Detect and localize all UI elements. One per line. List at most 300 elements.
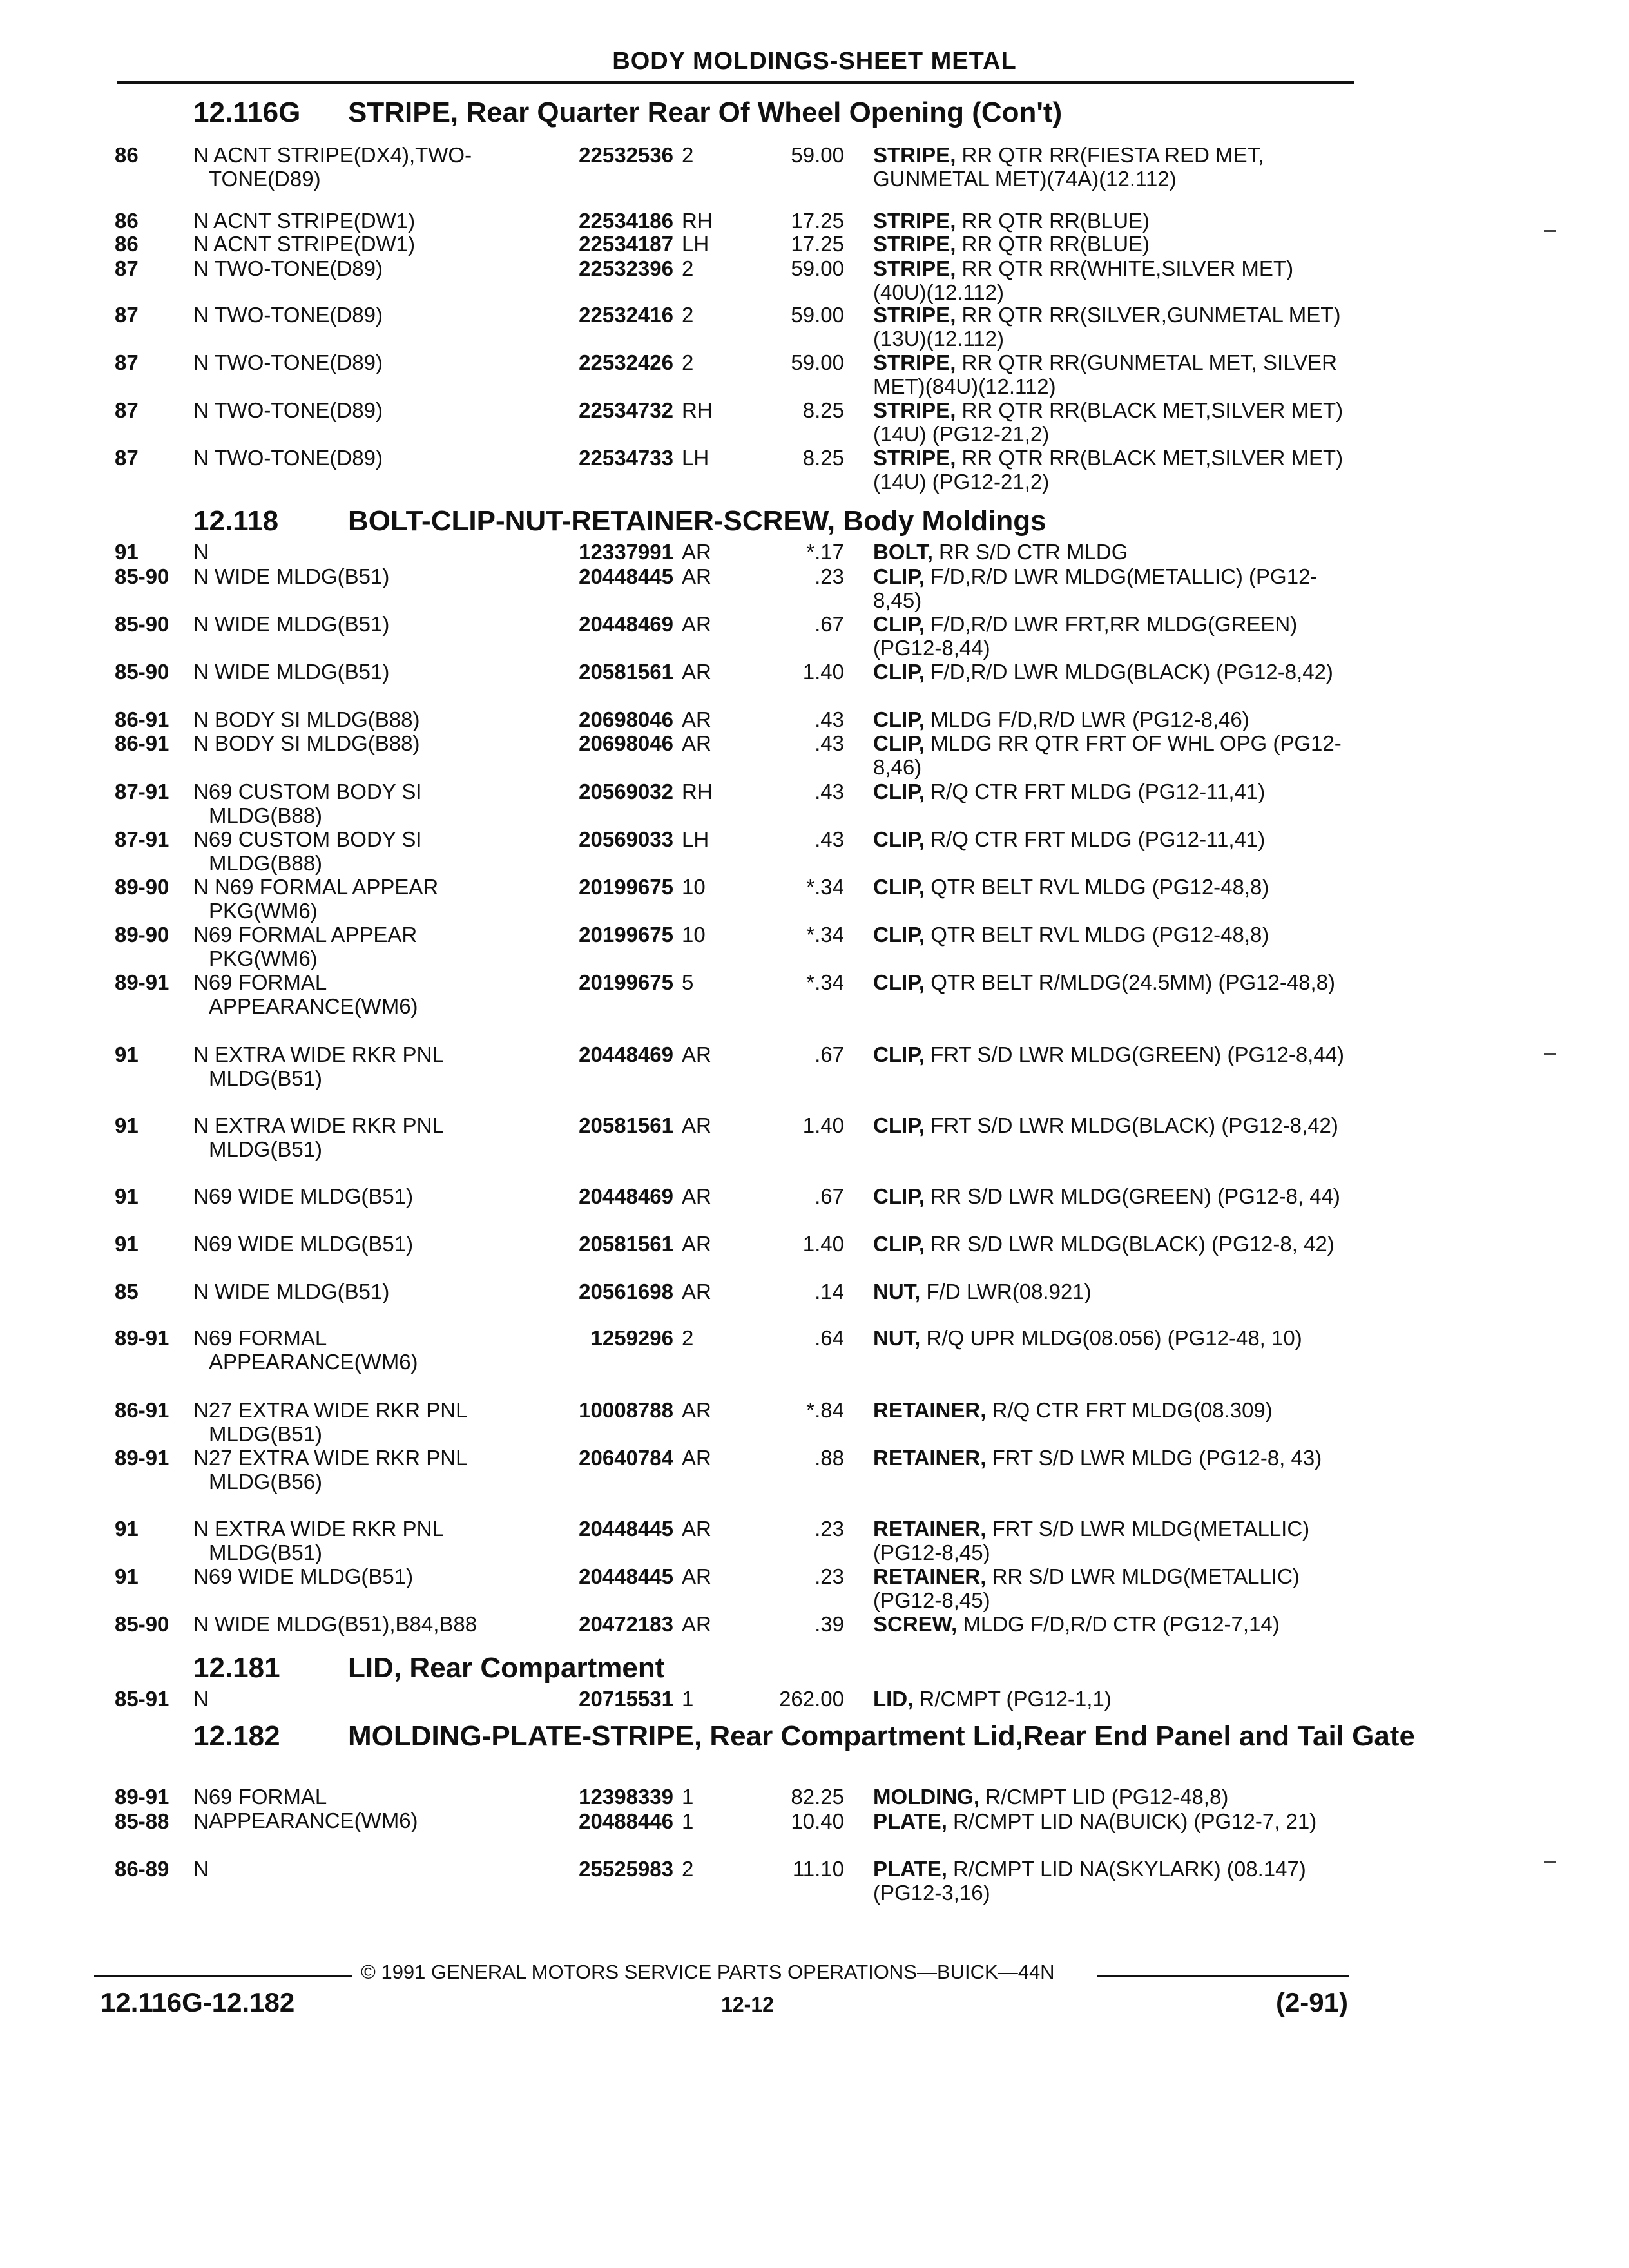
part-number: 20488446 [579, 1809, 673, 1833]
part-detail: RR S/D CTR MLDG [932, 540, 1128, 564]
model-year: 91 [115, 1564, 139, 1588]
model-year: 85 [115, 1280, 139, 1303]
usage-code-line: N [193, 1809, 209, 1833]
price: .43 [815, 731, 844, 755]
usage-code-line: N TWO-TONE(D89) [193, 303, 383, 327]
usage-code-line: N69 FORMAL [193, 1785, 327, 1809]
part-description [873, 209, 1350, 233]
price: .39 [815, 1612, 844, 1636]
part-name: MOLDING, [873, 1785, 979, 1809]
model-year: 89-91 [115, 970, 169, 994]
part-number: 20448469 [579, 612, 673, 636]
model-year: 89-90 [115, 923, 169, 947]
quantity: AR [682, 1612, 711, 1636]
quantity: LH [682, 232, 709, 256]
usage-code [193, 1398, 541, 1446]
part-number: 20581561 [579, 660, 673, 684]
part-number: 20448445 [579, 1564, 673, 1588]
usage-code-line: N WIDE MLDG(B51) [193, 612, 390, 636]
model-year: 87-91 [115, 780, 169, 803]
quantity: 2 [682, 1857, 694, 1881]
part-detail: QTR BELT R/MLDG(24.5MM) (PG12-48,8) [925, 970, 1336, 994]
part-detail: MLDG F/D,R/D LWR (PG12-8,46) [925, 707, 1249, 731]
quantity: 2 [682, 351, 694, 374]
quantity: RH [682, 398, 713, 422]
part-number: 20448469 [579, 1184, 673, 1208]
part-detail: QTR BELT RVL MLDG (PG12-48,8) [925, 875, 1269, 899]
usage-code-line: N69 WIDE MLDG(B51) [193, 1184, 414, 1208]
part-description [873, 540, 1350, 564]
quantity: 1 [682, 1809, 694, 1833]
price: .43 [815, 707, 844, 731]
model-year: 87 [115, 398, 139, 422]
part-number: 20561698 [579, 1280, 673, 1303]
usage-code [193, 731, 541, 755]
usage-code-line: N69 WIDE MLDG(B51) [193, 1564, 414, 1588]
part-detail: R/Q CTR FRT MLDG (PG12-11,41) [925, 780, 1266, 803]
model-year: 86-91 [115, 1398, 169, 1422]
part-number: 20698046 [579, 707, 673, 731]
part-detail: FRT S/D LWR MLDG (PG12-8, 43) [986, 1446, 1322, 1470]
model-year: 91 [115, 1043, 139, 1066]
part-detail: F/D,R/D LWR FRT,RR MLDG(GREEN) (PG12-8,44) [873, 612, 1298, 660]
usage-code-line: MLDG(B88) [209, 803, 323, 827]
part-description [873, 1857, 1350, 1905]
part-description [873, 1280, 1350, 1303]
quantity: AR [682, 1564, 711, 1588]
part-description [873, 1113, 1350, 1137]
part-name: CLIP, [873, 1043, 925, 1066]
price: *.34 [806, 923, 844, 947]
part-name: STRIPE, [873, 351, 956, 374]
price: 11.10 [792, 1857, 844, 1881]
model-year: 85-90 [115, 1612, 169, 1636]
usage-code-line: N N69 FORMAL APPEAR [193, 875, 439, 899]
part-name: CLIP, [873, 564, 925, 588]
usage-code [193, 660, 541, 684]
part-name: CLIP, [873, 660, 925, 684]
price: .67 [815, 1043, 844, 1066]
part-description [873, 256, 1350, 304]
part-name: RETAINER, [873, 1517, 987, 1541]
usage-code [193, 446, 541, 470]
part-description [873, 303, 1350, 351]
section-heading [193, 98, 1456, 128]
part-number: 20472183 [579, 1612, 673, 1636]
part-detail: RR QTR RR(SILVER,GUNMETAL MET)(13U)(12.112) [873, 303, 1341, 351]
usage-code-line: MLDG(B51) [209, 1422, 323, 1446]
usage-code-line: N69 FORMAL APPEAR [193, 923, 418, 947]
usage-code-line: N69 FORMAL [193, 970, 327, 994]
section-title: MOLDING-PLATE-STRIPE, Rear Compartment Lid,Rear End Panel and Tail Gate [348, 1720, 1415, 1752]
section-title: BOLT-CLIP-NUT-RETAINER-SCREW, Body Moldings [348, 505, 1046, 537]
model-year: 91 [115, 1113, 139, 1137]
part-name: STRIPE, [873, 256, 956, 280]
model-year: 87-91 [115, 827, 169, 851]
part-detail: RR S/D LWR MLDG(METALLIC) (PG12-8,45) [873, 1564, 1300, 1612]
model-year: 85-91 [115, 1687, 169, 1711]
part-detail: R/Q UPR MLDG(08.056) (PG12-48, 10) [920, 1326, 1302, 1350]
usage-code-line: N BODY SI MLDG(B88) [193, 731, 420, 755]
price: .67 [815, 1184, 844, 1208]
part-detail: F/D,R/D LWR MLDG(BLACK) (PG12-8,42) [925, 660, 1333, 684]
quantity: 2 [682, 256, 694, 280]
part-name: RETAINER, [873, 1398, 987, 1422]
part-detail: F/D LWR(08.921) [920, 1280, 1092, 1303]
usage-code-line: MLDG(B51) [209, 1541, 323, 1564]
usage-code-line: N EXTRA WIDE RKR PNL [193, 1517, 444, 1541]
section-heading [193, 1722, 1456, 1751]
footer-page-number: 12-12 [721, 1993, 774, 2016]
part-number: 22534187 [579, 232, 673, 256]
footer-section-range: 12.116G-12.182 [101, 1987, 295, 2017]
price: .23 [815, 1564, 844, 1588]
footer-rule-right [1097, 1975, 1349, 1977]
price: 10.40 [791, 1809, 844, 1833]
model-year: 86 [115, 209, 139, 233]
price: 8.25 [802, 398, 844, 422]
price: 262.00 [779, 1687, 844, 1711]
usage-code [193, 1564, 541, 1588]
usage-code-line: TONE(D89) [209, 167, 321, 191]
part-number: 22534186 [579, 209, 673, 233]
quantity: AR [682, 1232, 711, 1256]
quantity: 2 [682, 303, 694, 327]
usage-code-line: N ACNT STRIPE(DW1) [193, 209, 416, 233]
part-description [873, 1809, 1350, 1833]
model-year: 91 [115, 1517, 139, 1541]
usage-code [193, 923, 541, 970]
price: 8.25 [802, 446, 844, 470]
model-year: 85-88 [115, 1809, 169, 1833]
part-name: CLIP, [873, 707, 925, 731]
usage-code-line: N ACNT STRIPE(DX4),TWO- [193, 143, 472, 167]
part-detail: RR QTR RR(BLUE) [956, 209, 1150, 233]
quantity: AR [682, 731, 711, 755]
usage-code [193, 827, 541, 875]
quantity: AR [682, 1184, 711, 1208]
usage-code [193, 1184, 541, 1208]
usage-code [193, 1326, 541, 1374]
quantity: LH [682, 827, 709, 851]
part-name: CLIP, [873, 1232, 925, 1256]
quantity: RH [682, 780, 713, 803]
usage-code [193, 1517, 541, 1564]
part-number: 22532416 [579, 303, 673, 327]
model-year: 86 [115, 143, 139, 167]
model-year: 85-90 [115, 612, 169, 636]
part-description [873, 1446, 1350, 1470]
usage-code [193, 351, 541, 374]
part-detail: MLDG F/D,R/D CTR (PG12-7,14) [957, 1612, 1280, 1636]
part-name: STRIPE, [873, 143, 956, 167]
part-description [873, 970, 1350, 994]
usage-code-line: MLDG(B51) [209, 1137, 323, 1161]
part-name: CLIP, [873, 923, 925, 947]
usage-code-line: N TWO-TONE(D89) [193, 398, 383, 422]
part-detail: FRT S/D LWR MLDG(GREEN) (PG12-8,44) [925, 1043, 1345, 1066]
quantity: 10 [682, 875, 706, 899]
usage-code-line: N TWO-TONE(D89) [193, 446, 383, 470]
footer-copyright: © 1991 GENERAL MOTORS SERVICE PARTS OPERATIONS—BUICK—44N [361, 1961, 1055, 1983]
usage-code [193, 1687, 541, 1711]
part-number: 12337991 [579, 540, 673, 564]
part-number: 20581561 [579, 1232, 673, 1256]
usage-code-line: MLDG(B88) [209, 851, 323, 875]
price: *.84 [806, 1398, 844, 1422]
usage-code-line: N TWO-TONE(D89) [193, 351, 383, 374]
part-number: 20698046 [579, 731, 673, 755]
usage-code-line: PKG(WM6) [209, 899, 318, 923]
usage-code [193, 398, 541, 422]
part-detail: FRT S/D LWR MLDG(METALLIC) (PG12-8,45) [873, 1517, 1310, 1564]
usage-code [193, 1446, 541, 1494]
part-number: 25525983 [579, 1857, 673, 1881]
quantity: AR [682, 1398, 711, 1422]
part-name: LID, [873, 1687, 914, 1711]
model-year: 87 [115, 256, 139, 280]
part-description [873, 923, 1350, 947]
price: .88 [815, 1446, 844, 1470]
part-detail: R/CMPT LID (PG12-48,8) [979, 1785, 1229, 1809]
part-number: 20199675 [579, 970, 673, 994]
quantity: AR [682, 540, 711, 564]
quantity: AR [682, 564, 711, 588]
part-description [873, 1326, 1350, 1350]
price: .67 [815, 612, 844, 636]
part-description [873, 1184, 1350, 1208]
quantity: 2 [682, 143, 694, 167]
usage-code [193, 707, 541, 731]
usage-code [193, 780, 541, 827]
section-title: LID, Rear Compartment [348, 1652, 665, 1684]
quantity: AR [682, 1517, 711, 1541]
usage-code [193, 303, 541, 327]
price: .64 [815, 1326, 844, 1350]
part-description [873, 707, 1350, 731]
part-name: STRIPE, [873, 232, 956, 256]
price: 1.40 [802, 1232, 844, 1256]
part-number: 20715531 [579, 1687, 673, 1711]
usage-code [193, 209, 541, 233]
usage-code [193, 970, 541, 1018]
section-title: STRIPE, Rear Quarter Rear Of Wheel Opening (Con't) [348, 97, 1063, 128]
part-number: 20448469 [579, 1043, 673, 1066]
part-name: NUT, [873, 1326, 921, 1350]
price: .23 [815, 564, 844, 588]
part-name: RETAINER, [873, 1564, 987, 1588]
usage-code [193, 1043, 541, 1090]
usage-code [193, 1809, 541, 1833]
price: .14 [815, 1280, 844, 1303]
quantity: 1 [682, 1785, 694, 1809]
part-description [873, 564, 1350, 612]
section-heading [193, 506, 1456, 536]
part-detail: QTR BELT RVL MLDG (PG12-48,8) [925, 923, 1269, 947]
usage-code-line: N69 CUSTOM BODY SI [193, 827, 422, 851]
part-name: NUT, [873, 1280, 921, 1303]
part-name: BOLT, [873, 540, 933, 564]
usage-code-line: N [193, 1687, 209, 1711]
quantity: 2 [682, 1326, 694, 1350]
part-description [873, 1785, 1350, 1809]
usage-code [193, 1232, 541, 1256]
part-name: CLIP, [873, 780, 925, 803]
part-name: CLIP, [873, 970, 925, 994]
part-description [873, 143, 1350, 191]
usage-code [193, 232, 541, 256]
part-name: CLIP, [873, 875, 925, 899]
price: 1.40 [802, 660, 844, 684]
quantity: RH [682, 209, 713, 233]
usage-code-line: PKG(WM6) [209, 947, 318, 970]
part-name: STRIPE, [873, 303, 956, 327]
part-detail: R/Q CTR FRT MLDG (PG12-11,41) [925, 827, 1266, 851]
usage-code-line: N69 CUSTOM BODY SI [193, 780, 422, 803]
part-detail: MLDG RR QTR FRT OF WHL OPG (PG12-8,46) [873, 731, 1342, 779]
quantity: AR [682, 1446, 711, 1470]
model-year: 86-89 [115, 1857, 169, 1881]
model-year: 89-91 [115, 1326, 169, 1350]
part-name: CLIP, [873, 1113, 925, 1137]
usage-code-line: MLDG(B51) [209, 1066, 323, 1090]
part-detail: RR QTR RR(WHITE,SILVER MET) (40U)(12.112) [873, 256, 1294, 304]
part-description [873, 875, 1350, 899]
part-detail: RR QTR RR(FIESTA RED MET, GUNMETAL MET)(74A)(12.112) [873, 143, 1264, 191]
part-detail: RR QTR RR(BLACK MET,SILVER MET)(14U) (PG12-21,2) [873, 398, 1344, 446]
usage-code-line: APPEARANCE(WM6) [209, 994, 418, 1018]
price: 59.00 [791, 303, 844, 327]
usage-code-line: N EXTRA WIDE RKR PNL [193, 1043, 444, 1066]
quantity: AR [682, 1113, 711, 1137]
model-year: 89-90 [115, 875, 169, 899]
part-description [873, 1687, 1350, 1711]
usage-code-line: N WIDE MLDG(B51),B84,B88 [193, 1612, 477, 1636]
usage-code-line: N69 WIDE MLDG(B51) [193, 1232, 414, 1256]
quantity: 5 [682, 970, 694, 994]
margin-mark [1544, 1861, 1556, 1863]
part-number: 20581561 [579, 1113, 673, 1137]
usage-code-line: N WIDE MLDG(B51) [193, 660, 390, 684]
part-number: 1259296 [590, 1326, 673, 1350]
usage-code-line: N ACNT STRIPE(DW1) [193, 232, 416, 256]
part-description [873, 612, 1350, 660]
model-year: 86-91 [115, 731, 169, 755]
usage-code [193, 875, 541, 923]
part-number: 20569033 [579, 827, 673, 851]
part-name: SCREW, [873, 1612, 958, 1636]
model-year: 86 [115, 232, 139, 256]
part-description [873, 827, 1350, 851]
model-year: 86-91 [115, 707, 169, 731]
price: 17.25 [791, 232, 844, 256]
part-description [873, 351, 1350, 398]
usage-code-line: N27 EXTRA WIDE RKR PNL [193, 1446, 468, 1470]
model-year: 91 [115, 1232, 139, 1256]
part-number: 20448445 [579, 1517, 673, 1541]
part-description [873, 780, 1350, 803]
part-description [873, 1232, 1350, 1256]
price: .43 [815, 827, 844, 851]
part-description [873, 1398, 1350, 1422]
part-detail: RR QTR RR(BLUE) [956, 232, 1150, 256]
footer-date: (2-91) [1275, 1987, 1348, 2017]
part-number: 10008788 [579, 1398, 673, 1422]
model-year: 89-91 [115, 1785, 169, 1809]
quantity: AR [682, 612, 711, 636]
part-description [873, 1043, 1350, 1066]
price: 59.00 [791, 351, 844, 374]
part-description [873, 660, 1350, 684]
part-description [873, 446, 1350, 494]
section-number: 12.182 [193, 1720, 280, 1752]
usage-code-line: N27 EXTRA WIDE RKR PNL [193, 1398, 468, 1422]
footer-rule-left [94, 1975, 352, 1977]
part-name: CLIP, [873, 1184, 925, 1208]
price: 59.00 [791, 143, 844, 167]
part-detail: RR S/D LWR MLDG(BLACK) (PG12-8, 42) [925, 1232, 1335, 1256]
margin-mark [1544, 230, 1556, 232]
price: *.34 [806, 970, 844, 994]
quantity: AR [682, 1043, 711, 1066]
part-number: 12398339 [579, 1785, 673, 1809]
price: 82.25 [791, 1785, 844, 1809]
part-description [873, 731, 1350, 779]
model-year: 91 [115, 1184, 139, 1208]
quantity: LH [682, 446, 709, 470]
part-description [873, 1612, 1350, 1636]
part-detail: RR QTR RR(BLACK MET,SILVER MET)(14U) (PG12-21,2) [873, 446, 1344, 494]
part-name: PLATE, [873, 1809, 947, 1833]
quantity: AR [682, 660, 711, 684]
usage-code-line: N WIDE MLDG(B51) [193, 1280, 390, 1303]
model-year: 89-91 [115, 1446, 169, 1470]
usage-code [193, 1857, 541, 1881]
price: .23 [815, 1517, 844, 1541]
part-number: 22532426 [579, 351, 673, 374]
part-number: 22534732 [579, 398, 673, 422]
section-number: 12.118 [193, 505, 279, 537]
usage-code [193, 1612, 541, 1636]
quantity: 1 [682, 1687, 694, 1711]
model-year: 85-90 [115, 660, 169, 684]
part-number: 20448445 [579, 564, 673, 588]
usage-code [193, 564, 541, 588]
part-number: 22532536 [579, 143, 673, 167]
usage-code-line: N WIDE MLDG(B51) [193, 564, 390, 588]
part-name: CLIP, [873, 612, 925, 636]
price: 1.40 [802, 1113, 844, 1137]
part-name: PLATE, [873, 1857, 947, 1881]
quantity: AR [682, 707, 711, 731]
usage-code-line: N EXTRA WIDE RKR PNL [193, 1113, 444, 1137]
part-detail: FRT S/D LWR MLDG(BLACK) (PG12-8,42) [925, 1113, 1338, 1137]
usage-code-line: APPEARANCE(WM6) [209, 1809, 418, 1832]
section-number: 12.116G [193, 97, 301, 128]
price: .43 [815, 780, 844, 803]
part-description [873, 232, 1350, 256]
part-number: 20199675 [579, 875, 673, 899]
part-name: STRIPE, [873, 446, 956, 470]
page-title: BODY MOLDINGS-SHEET METAL [612, 48, 1017, 75]
section-number: 12.181 [193, 1652, 280, 1684]
quantity: AR [682, 1280, 711, 1303]
quantity: 10 [682, 923, 706, 947]
usage-code [193, 256, 541, 280]
model-year: 91 [115, 540, 139, 564]
usage-code-line: N [193, 1857, 209, 1881]
part-name: CLIP, [873, 827, 925, 851]
